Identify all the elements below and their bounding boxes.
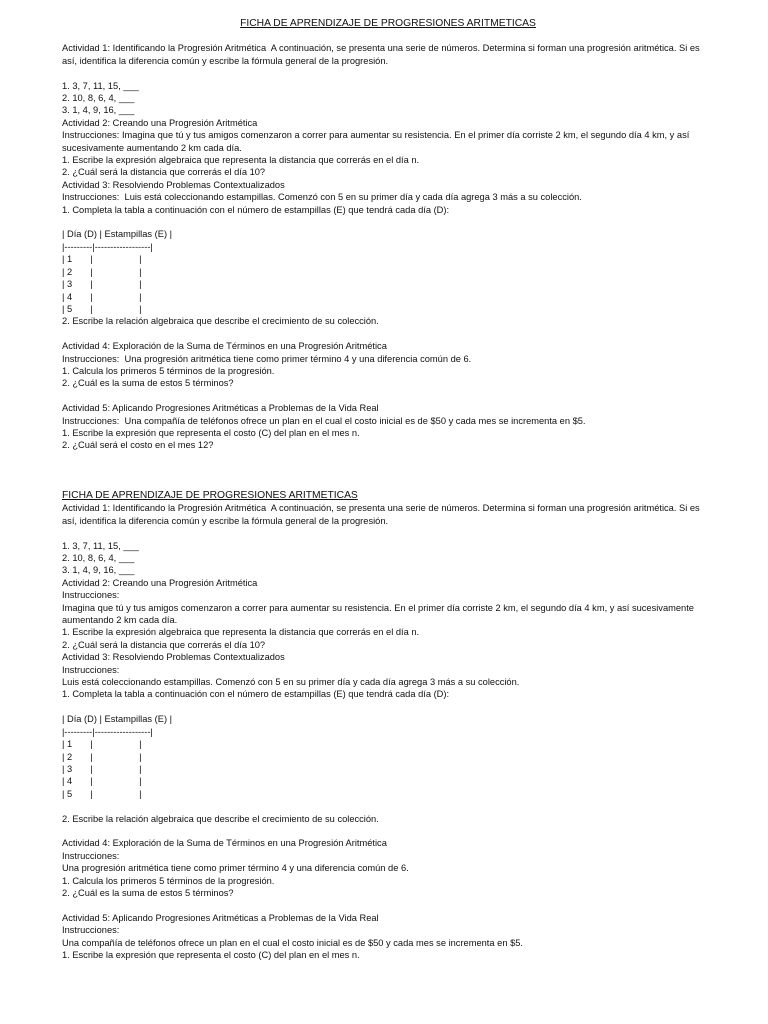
instructions-label: Instrucciones: (62, 664, 120, 675)
activity-5-item: 2. ¿Cuál será el costo en el mes 12? (62, 440, 214, 451)
instructions-label: Instrucciones: (62, 590, 120, 601)
activity-5-title: Actividad 5: Aplicando Progresiones Aritméticas a Problemas de la Vida Real (62, 403, 379, 414)
activity-3-instructions: Luis está coleccionando estampillas. Comenzó con 5 en su primer día y cada día agrega 3 más a su colección. (62, 677, 520, 688)
activity-2-item: 2. ¿Cuál será la distancia que correrás el día 10? (62, 167, 266, 178)
activity-5-item: 1. Escribe la expresión que representa el costo (C) del plan en el mes n. (62, 427, 360, 438)
activity-4-item: 2. ¿Cuál es la suma de estos 5 términos? (62, 887, 234, 898)
table-row: | 1 | | (62, 739, 142, 750)
table-row: | 5 | | (62, 303, 142, 314)
activity-1-intro: Actividad 1: Identificando la Progresión Aritmética A continuación, se presenta una serie de números. Determina si forman una progresión aritmética. Si es así, identifica la diferencia común y escribe la fórmula general de la progresión. (62, 43, 703, 66)
activity-4-title: Actividad 4: Exploración de la Suma de Términos en una Progresión Aritmética (62, 341, 387, 352)
activity-3-item: 2. Escribe la relación algebraica que describe el crecimiento de su colección. (62, 316, 379, 327)
activity-4-item: 1. Calcula los primeros 5 términos de la progresión. (62, 365, 275, 376)
activity-3-item: 2. Escribe la relación algebraica que describe el crecimiento de su colección. (62, 813, 379, 824)
activity-3-instructions: Instrucciones: Luis está coleccionando estampillas. Comenzó con 5 en su primer día y cada día agrega 3 más a su colección. (62, 192, 582, 203)
activity-1-item: 3. 1, 4, 9, 16, ___ (62, 565, 135, 576)
activity-5-title: Actividad 5: Aplicando Progresiones Aritméticas a Problemas de la Vida Real (62, 912, 379, 923)
activity-2-title: Actividad 2: Creando una Progresión Aritmética (62, 577, 258, 588)
table-row: | 5 | | (62, 788, 142, 799)
activity-4-title: Actividad 4: Exploración de la Suma de Términos en una Progresión Aritmética (62, 838, 387, 849)
table-row: | 3 | | (62, 279, 142, 290)
activity-5-instructions: Una compañía de teléfonos ofrece un plan en el cual el costo inicial es de $50 y cada mes se incrementa en $5. (62, 937, 523, 948)
activity-5-instructions: Instrucciones: Una compañía de teléfonos ofrece un plan en el cual el costo inicial es de $50 y cada mes se incrementa en $5. (62, 415, 586, 426)
activity-3-item: 1. Completa la tabla a continuación con el número de estampillas (E) que tendrá cada día (D): (62, 204, 450, 215)
activity-1-item: 1. 3, 7, 11, 15, ___ (62, 540, 139, 551)
table-row: | 3 | | (62, 763, 142, 774)
table-row: | Día (D) | Estampillas (E) | (62, 714, 173, 725)
activity-2-item: 1. Escribe la expresión algebraica que representa la distancia que correrás en el día n. (62, 155, 420, 166)
instructions-label: Instrucciones: (62, 850, 120, 861)
activity-4-instructions: Una progresión aritmética tiene como primer término 4 y una diferencia común de 6. (62, 863, 409, 874)
activity-1-intro: Actividad 1: Identificando la Progresión Aritmética A continuación, se presenta una serie de números. Determina si forman una progresión aritmética. Si es así, identifica la diferencia común y escribe la fórmula general de la progresión. (62, 503, 703, 526)
stamp-table (62, 713, 714, 800)
activity-2-instructions: Instrucciones: Imagina que tú y tus amigos comenzaron a correr para aumentar su resistencia. En el primer día corriste 2 km, el segundo día 4 km, y así sucesivamente aumentando 2 km cada día. (62, 130, 692, 153)
worksheet-second (62, 490, 714, 961)
table-row: | 4 | | (62, 291, 142, 302)
table-row: | 1 | | (62, 254, 142, 265)
activity-4-instructions: Instrucciones: Una progresión aritmética tiene como primer término 4 y una diferencia común de 6. (62, 353, 472, 364)
activity-1-item: 3. 1, 4, 9, 16, ___ (62, 105, 135, 116)
table-row: | 2 | | (62, 266, 142, 277)
worksheet-first (62, 18, 714, 452)
activity-1-item: 2. 10, 8, 6, 4, ___ (62, 93, 135, 104)
table-row: | 2 | | (62, 751, 142, 762)
activity-4-item: 1. Calcula los primeros 5 términos de la progresión. (62, 875, 275, 886)
activity-4-item: 2. ¿Cuál es la suma de estos 5 términos? (62, 378, 234, 389)
activity-3-item: 1. Completa la tabla a continuación con el número de estampillas (E) que tendrá cada día (D): (62, 689, 450, 700)
activity-2-title: Actividad 2: Creando una Progresión Aritmética (62, 117, 258, 128)
table-row: | Día (D) | Estampillas (E) | (62, 229, 173, 240)
activity-1-item: 1. 3, 7, 11, 15, ___ (62, 80, 139, 91)
stamp-table (62, 228, 714, 315)
table-row: |---------|------------------| (62, 726, 153, 737)
table-row: |---------|------------------| (62, 241, 153, 252)
activity-2-item: 1. Escribe la expresión algebraica que representa la distancia que correrás en el día n. (62, 627, 420, 638)
activity-2-instructions: Imagina que tú y tus amigos comenzaron a correr para aumentar su resistencia. En el primer día corriste 2 km, el segundo día 4 km, y así sucesivamente aumentando 2 km cada día. (62, 602, 697, 626)
activity-5-item: 1. Escribe la expresión que representa el costo (C) del plan en el mes n. (62, 949, 360, 960)
activity-1-item: 2. 10, 8, 6, 4, ___ (62, 553, 135, 564)
activity-3-title: Actividad 3: Resolviendo Problemas Contextualizados (62, 652, 285, 663)
worksheet-title: FICHA DE APRENDIZAJE DE PROGRESIONES ARITMETICAS (62, 490, 358, 501)
activity-3-title: Actividad 3: Resolviendo Problemas Contextualizados (62, 179, 285, 190)
instructions-label: Instrucciones: (62, 925, 120, 936)
activity-2-item: 2. ¿Cuál será la distancia que correrás el día 10? (62, 639, 266, 650)
worksheet-title: FICHA DE APRENDIZAJE DE PROGRESIONES ARITMETICAS (240, 18, 536, 29)
table-row: | 4 | | (62, 776, 142, 787)
